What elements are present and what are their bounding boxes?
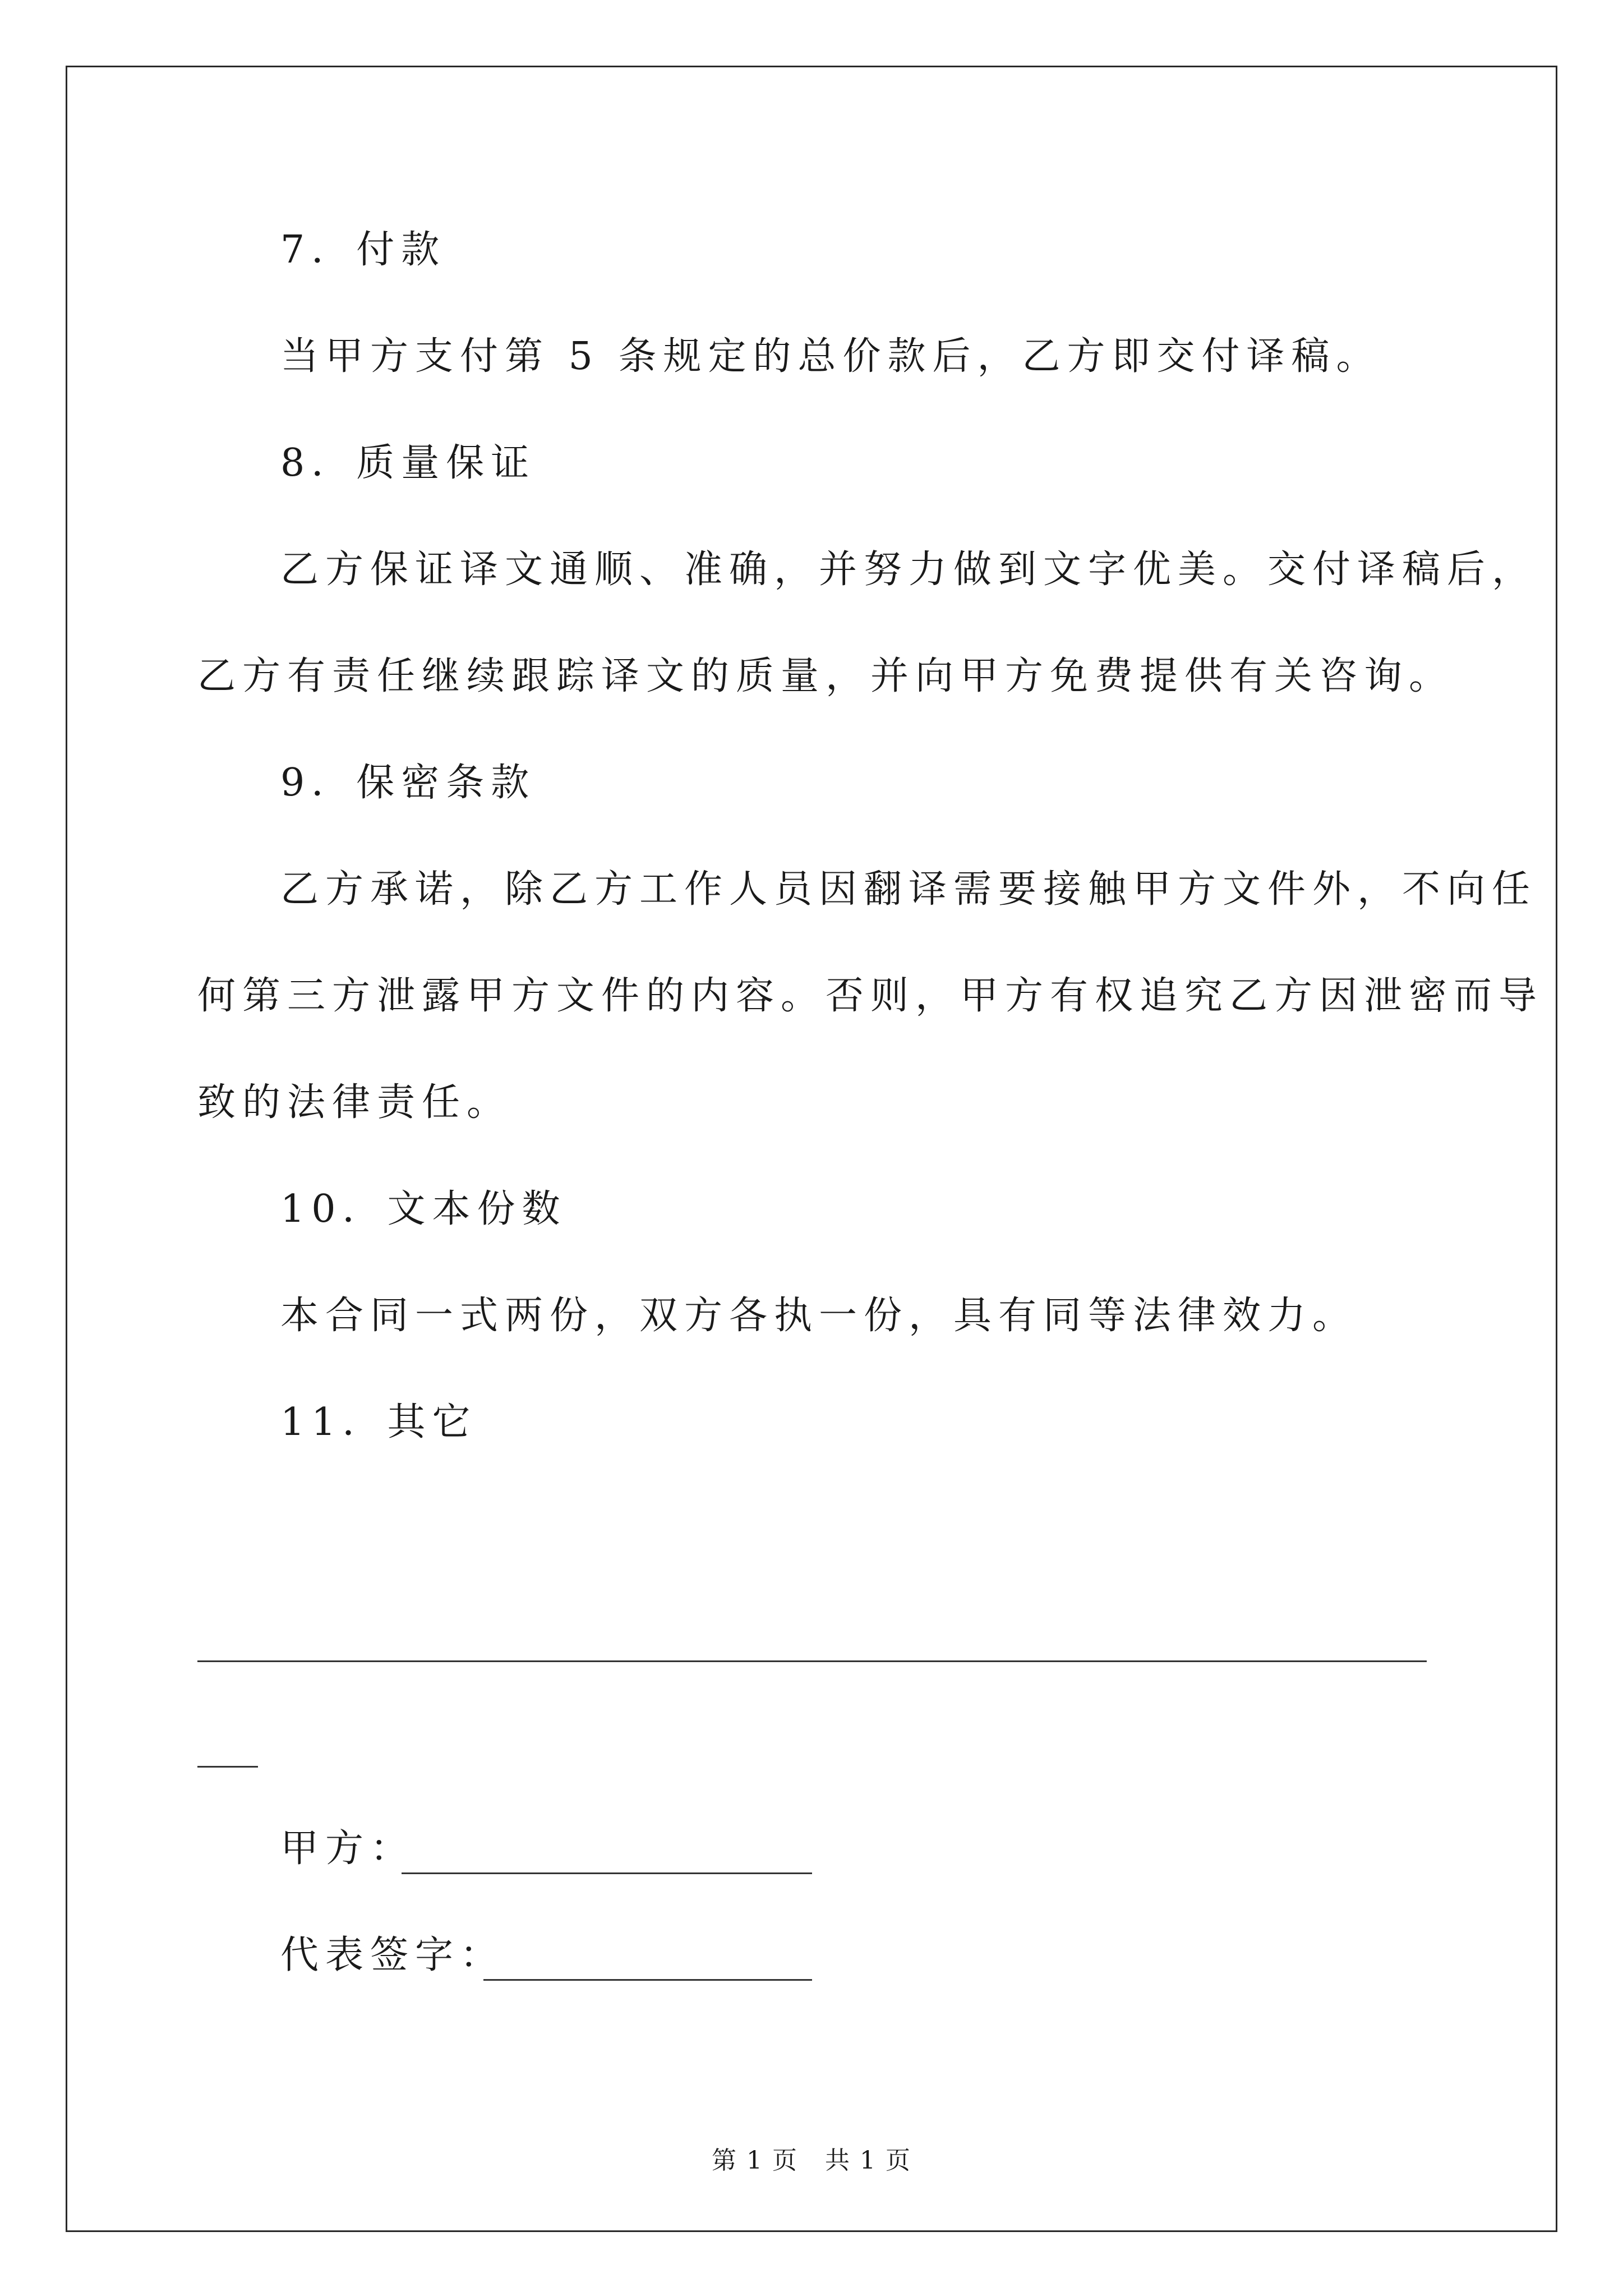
representative-signature-label: 代表签字： [280,1933,505,1977]
section-heading-other: 11．其它 [280,1400,477,1444]
party-a-label: 甲方： [280,1826,416,1871]
page-footer: 第 1 页 共 1 页 [712,2146,911,2175]
paragraph-quality-line-1: 乙方保证译文通顺、准确，并努力做到文字优美。交付译稿后， [280,547,1537,592]
paragraph-confidentiality-line-2: 何第三方泄露甲方文件的内容。否则，甲方有权追究乙方因泄密而导 [197,974,1544,1018]
paragraph-confidentiality-line-1: 乙方承诺，除乙方工作人员因翻译需要接触甲方文件外，不向任 [280,867,1537,912]
representative-signature-line [483,1979,812,1981]
party-a-signature-line [402,1872,812,1874]
section-heading-payment: 7．付款 [280,228,446,272]
paragraph-confidentiality-line-3: 致的法律责任。 [197,1080,512,1125]
section-heading-copies: 10．文本份数 [280,1187,567,1231]
section-heading-confidentiality: 9．保密条款 [280,761,536,805]
paragraph-quality-line-2: 乙方有责任继续跟踪译文的质量，并向甲方免费提供有关咨询。 [197,654,1454,698]
section-heading-quality: 8．质量保证 [280,441,536,485]
paragraph-payment: 当甲方支付第 5 条规定的总价款后，乙方即交付译稿。 [280,334,1381,379]
blank-fill-line [197,1660,1427,1662]
page-border [66,66,1557,2232]
blank-fill-line-continuation [197,1766,258,1768]
paragraph-copies: 本合同一式两份，双方各执一份，具有同等法律效力。 [280,1294,1358,1338]
